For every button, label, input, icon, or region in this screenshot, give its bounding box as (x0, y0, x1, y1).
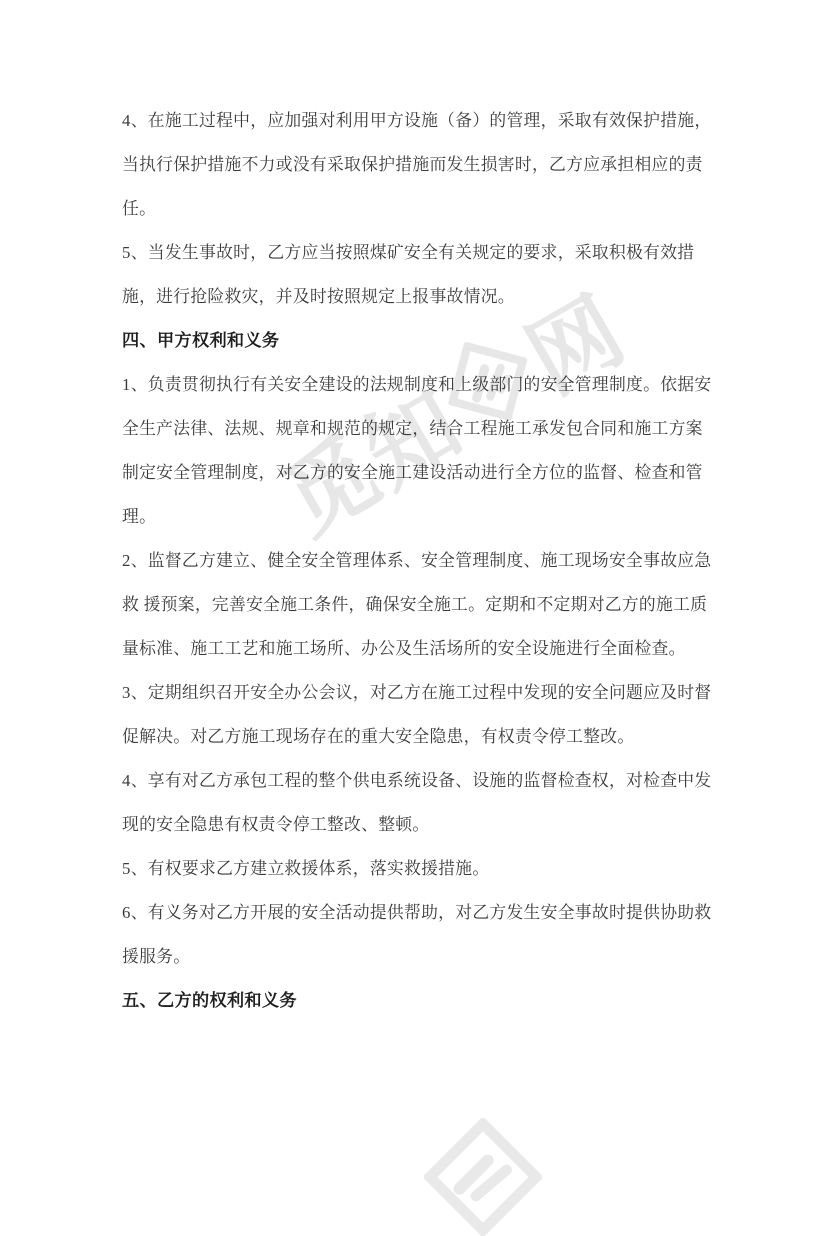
watermark-char: 觅 (267, 421, 396, 554)
text-line: 4、享有对乙方承包工程的整个供电系统设备、设施的监督检查权，对检查中发 (122, 771, 712, 790)
document-content (122, 99, 722, 1023)
text-line: 4、在施工过程中，应加强对利用甲方设施（备）的管理，采取有效保护措施， (122, 111, 712, 130)
paragraph (122, 231, 722, 319)
text-line: 全生产法律、法规、规章和规范的规定，结合工程施工承发包合同和施工方案 (122, 419, 703, 438)
text-line: 量标准、施工工艺和施工场所、办公及生活场所的安全设施进行全面检查。 (122, 639, 686, 658)
section-heading (122, 979, 722, 1023)
paragraph (122, 363, 722, 539)
text-line: 2、监督乙方建立、健全安全管理体系、安全管理制度、施工现场安全事故应急 (122, 551, 712, 570)
text-line: 促解决。对乙方施工现场存在的重大安全隐患，有权责令停工整改。 (122, 727, 635, 746)
paragraph (122, 759, 722, 847)
watermark-char: 网 (512, 280, 641, 413)
text-line: 5、当发生事故时，乙方应当按照煤矿安全有关规定的要求，采取积极有效措 (122, 243, 695, 262)
text-line: 现的安全隐患有权责令停工整改、整顿。 (122, 815, 430, 834)
text-line: 援服务。 (122, 947, 191, 966)
text-line: 1、负责贯彻执行有关安全建设的法规制度和上级部门的安全管理制度。依据安 (122, 375, 712, 394)
text-line: 5、有权要求乙方建立救援体系，落实救援措施。 (122, 859, 490, 878)
text-line: 四、甲方权利和义务 (122, 331, 280, 350)
watermark-diamond-bottom-icon (424, 1118, 542, 1236)
text-line: 救 援预案，完善安全施工条件，确保安全施工。定期和不定期对乙方的施工质 (122, 595, 708, 614)
text-line: 3、定期组织召开安全办公会议，对乙方在施工过程中发现的安全问题应及时督 (122, 683, 712, 702)
text-line: 五、乙方的权利和义务 (122, 991, 297, 1010)
text-line: 制定安全管理制度，对乙方的安全施工建设活动进行全方位的监督、检查和管 (122, 463, 703, 482)
text-line: 施，进行抢险救灾，并及时按照规定上报事故情况。 (122, 287, 515, 306)
text-line: 任。 (122, 199, 157, 218)
section-heading (122, 319, 722, 363)
paragraph (122, 891, 722, 979)
paragraph (122, 671, 722, 759)
paragraph (122, 99, 722, 231)
text-line: 当执行保护措施不力或没有采取保护措施而发生损害时，乙方应承担相应的责 (122, 155, 703, 174)
watermark-char: 知 (349, 374, 478, 507)
paragraph (122, 847, 722, 891)
paragraph (122, 539, 722, 671)
text-line: 6、有义务对乙方开展的安全活动提供帮助，对乙方发生安全事故时提供协助救 (122, 903, 712, 922)
text-line: 理。 (122, 507, 157, 526)
